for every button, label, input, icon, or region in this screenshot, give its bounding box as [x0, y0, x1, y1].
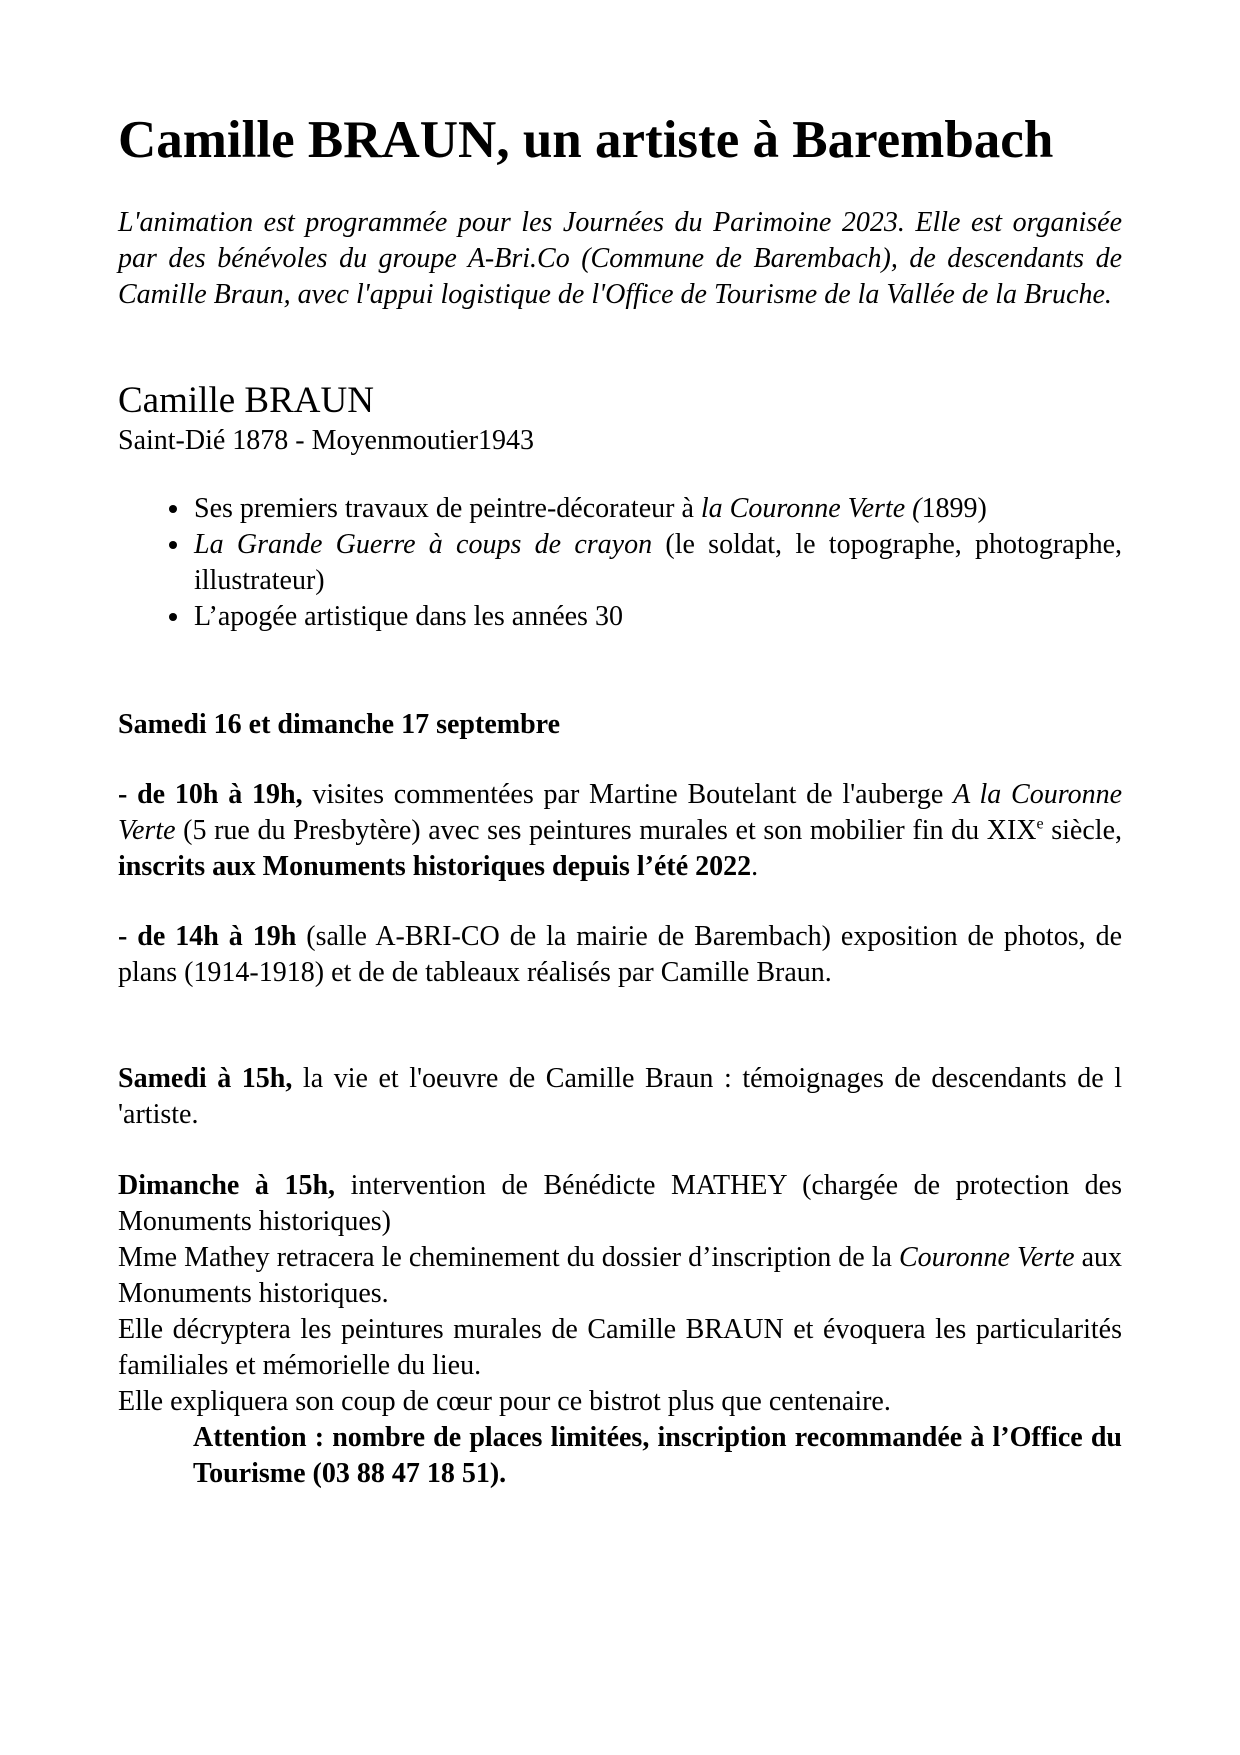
century-superscript: e — [1036, 815, 1044, 833]
visits-text-3: siècle, — [1043, 815, 1122, 846]
visits-text-2: (5 rue du Presbytère) avec ses peintures murales et son mobilier fin du XIX — [175, 815, 1037, 846]
sunday-line-2a: Mme Mathey retracera le cheminement du dossier d’inscription de la — [118, 1242, 899, 1273]
sunday-line-3: Elle décryptera les peintures murales de Camille BRAUN et évoquera les particularités familiales et mémorielle du lieu. — [118, 1314, 1122, 1381]
saturday-paragraph — [118, 1061, 1122, 1133]
artist-name: Camille BRAUN — [118, 380, 374, 421]
expo-text: (salle A-BRI-CO de la mairie de Barembach) exposition de photos, de plans (1914-1918) et de de tableaux réalisés par Camille Braun. — [118, 921, 1122, 988]
sunday-line-4: Elle expliquera son coup de cœur pour ce bistrot plus que centenaire. — [118, 1386, 891, 1417]
saturday-time: Samedi à 15h, — [118, 1063, 293, 1094]
visits-paragraph — [118, 777, 1122, 885]
sunday-line-2 — [118, 1240, 1122, 1312]
attention-notice: Attention : nombre de places limitées, inscription recommandée à l’Office du Tourisme (03 88 47 18 51). — [193, 1422, 1122, 1489]
visits-time: - de 10h à 19h, — [118, 779, 303, 810]
list-item — [192, 491, 1122, 527]
list-item — [192, 527, 1122, 599]
event-dates-heading: Samedi 16 et dimanche 17 septembre — [118, 709, 560, 740]
theme-2-italic: La Grande Guerre à coups de crayon — [194, 529, 653, 560]
artist-life-dates: Saint-Dié 1878 - Moyenmoutier1943 — [118, 425, 535, 456]
exhibition-paragraph — [118, 919, 1122, 991]
theme-3-text: L’apogée artistique dans les années 30 — [194, 601, 623, 632]
sunday-time: Dimanche à 15h, — [118, 1170, 336, 1201]
sunday-text: intervention de Bénédicte MATHEY (chargée de protection des Monuments historiques) — [118, 1170, 1122, 1237]
saturday-text: la vie et l'oeuvre de Camille Braun : témoignages de descendants de l 'artiste. — [118, 1063, 1123, 1130]
expo-time: - de 14h à 19h — [118, 921, 297, 952]
visits-text-1: visites commentées par Martine Boutelant de l'auberge — [302, 779, 954, 810]
list-item — [192, 599, 1122, 635]
page-title: Camille BRAUN, un artiste à Barembach — [118, 111, 1054, 169]
themes-list — [118, 491, 1122, 635]
theme-1-italic: la Couronne Verte ( — [700, 493, 922, 524]
sunday-paragraph — [118, 1168, 1122, 1240]
visits-venue: A la Couronne Verte — [118, 779, 1122, 846]
intro-paragraph: L'animation est programmée pour les Journées du Parimoine 2023. Elle est organisée par des bénévoles du groupe A-Bri.Co (Commune de Barembach), de descendants de Camille Braun, avec l'appui logistique de l'Office de Tourisme de la Vallée de la Bruche. — [118, 207, 1122, 310]
theme-1-end: 1899) — [921, 493, 987, 524]
visits-heritage-status: inscrits aux Monuments historiques depuis l’été 2022 — [118, 851, 752, 882]
sunday-line-2b: aux Monuments historiques. — [118, 1242, 1122, 1309]
theme-2-text: (le soldat, le topographe, photographe, illustrateur) — [194, 529, 1122, 596]
theme-1-text: Ses premiers travaux de peintre-décorateur à — [194, 493, 701, 524]
visits-end: . — [751, 851, 759, 882]
sunday-line-2-venue: Couronne Verte — [899, 1242, 1075, 1273]
document-page — [118, 110, 1122, 1492]
